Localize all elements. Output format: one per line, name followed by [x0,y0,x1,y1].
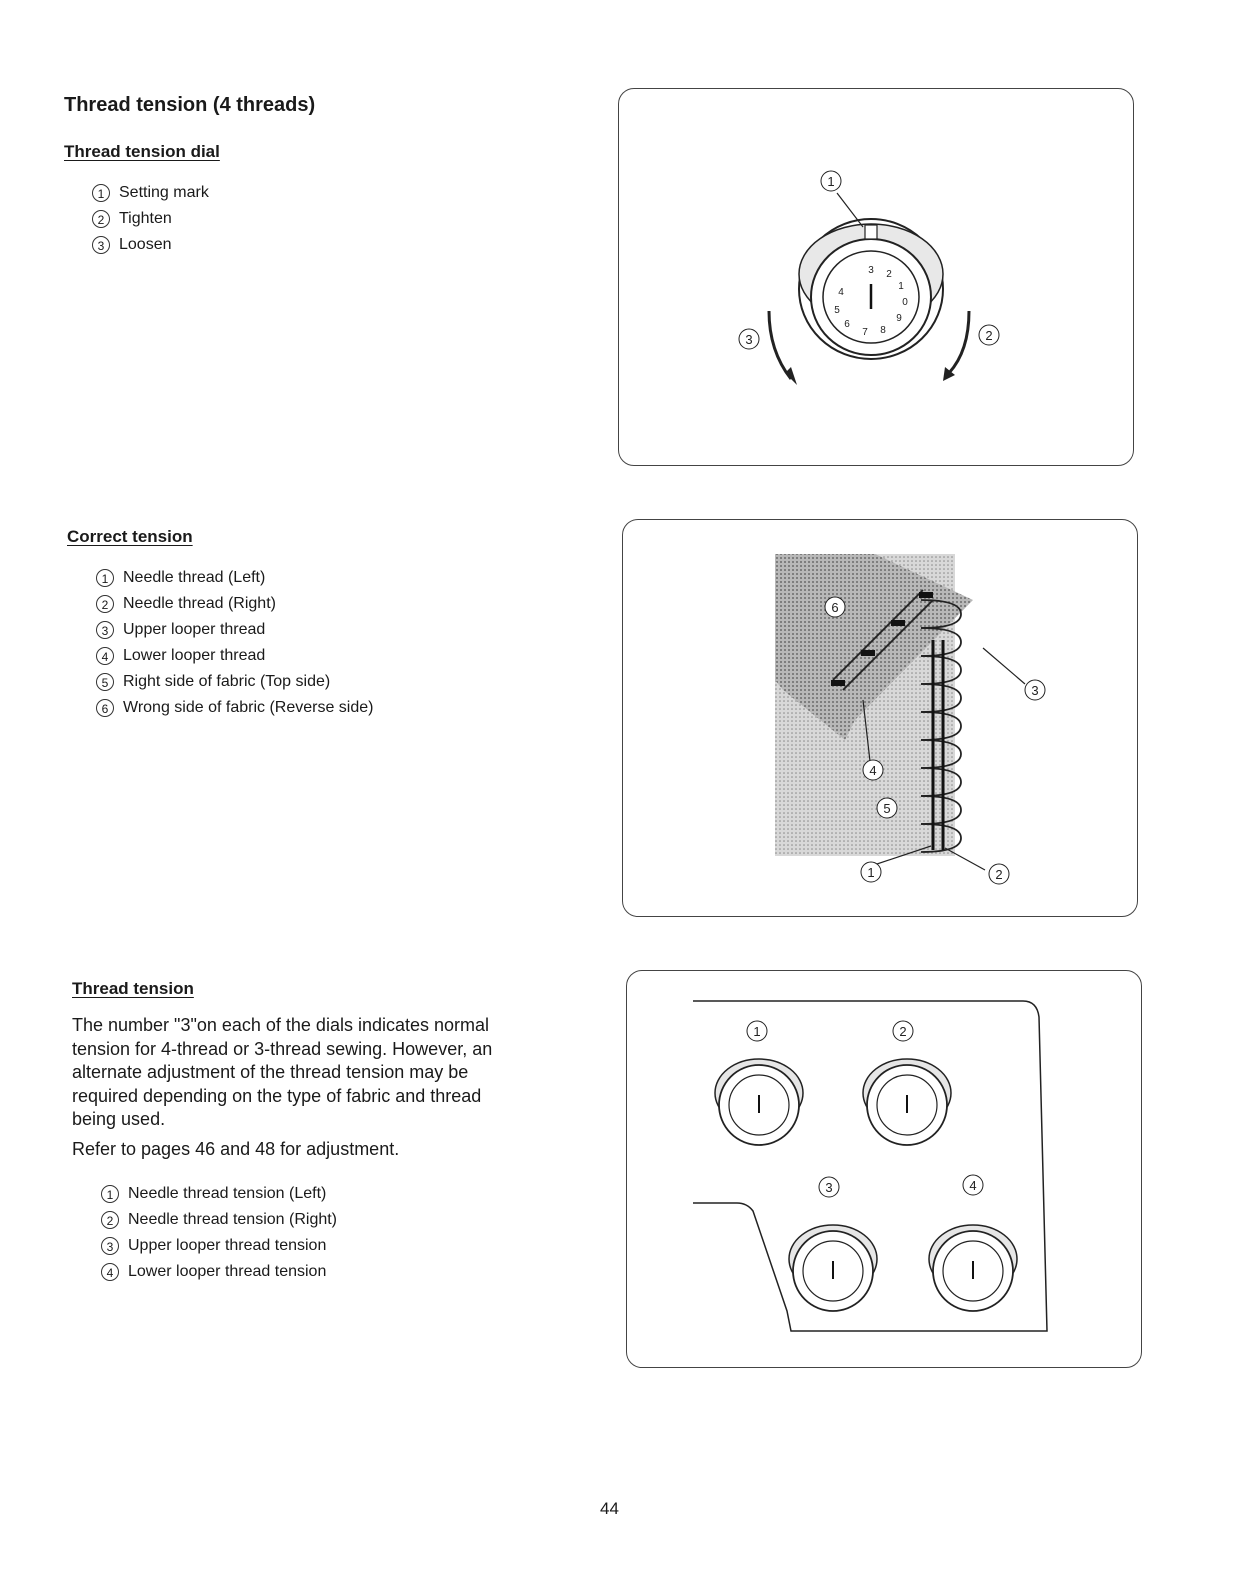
list-item: 1 Setting mark [92,180,209,206]
subtitle-thread-tension: Thread tension [72,979,194,998]
subtitle-tension-dial: Thread tension dial [64,142,220,161]
dial-upper-looper [789,1225,877,1311]
svg-text:1: 1 [898,281,904,292]
svg-text:1: 1 [827,174,835,189]
list-item: 5 Right side of fabric (Top side) [96,669,373,695]
page-title: Thread tension (4 threads) [64,94,316,116]
list-item: 2 Needle thread tension (Right) [101,1207,337,1233]
page-number: 44 [600,1499,619,1518]
svg-text:0: 0 [902,297,908,308]
four-dials-illustration [627,971,1141,1367]
thread-tension-description: The number "3"on each of the dials indicates normal tension for 4-thread or 3-thread sewing. However, an alternate adjustment of the thread tension may be required depending on the type of fabric and thread being used. Refer to pages 46 and 48 for adjustment. [72,1015,493,1159]
correct-tension-legend [96,565,373,721]
figure-tension-dial [618,88,1134,466]
figure-four-dials [626,970,1142,1368]
svg-text:2: 2 [985,328,993,343]
svg-text:3: 3 [825,1180,833,1195]
thread-tension-legend [101,1181,337,1285]
svg-text:9: 9 [896,313,902,324]
list-item: 2 Needle thread (Right) [96,591,373,617]
svg-text:4: 4 [869,763,877,778]
svg-text:2: 2 [899,1024,907,1039]
tighten-arrow-icon [949,311,969,373]
tension-dial-illustration [619,89,1133,465]
svg-text:7: 7 [862,327,868,338]
dial-needle-right [863,1059,951,1145]
svg-text:3: 3 [745,332,753,347]
stitch-illustration [623,520,1137,916]
svg-text:4: 4 [969,1178,977,1193]
svg-text:5: 5 [834,305,840,316]
svg-text:3: 3 [1031,683,1039,698]
list-item: 6 Wrong side of fabric (Reverse side) [96,695,373,721]
svg-text:6: 6 [844,319,850,330]
dial-lower-looper [929,1225,1017,1311]
list-item: 2 Tighten [92,206,209,232]
svg-text:1: 1 [753,1024,761,1039]
svg-text:1: 1 [867,865,875,880]
loosen-arrow-icon [769,311,791,379]
svg-text:2: 2 [995,867,1003,882]
svg-text:8: 8 [880,325,886,336]
svg-text:6: 6 [831,600,839,615]
subtitle-correct-tension: Correct tension [67,527,193,546]
tension-dial-legend [92,180,209,258]
list-item: 1 Needle thread tension (Left) [101,1181,337,1207]
list-item: 3 Upper looper thread [96,617,373,643]
list-item: 4 Lower looper thread [96,643,373,669]
dial-needle-left [715,1059,803,1145]
figure-correct-tension [622,519,1138,917]
list-item: 3 Upper looper thread tension [101,1233,337,1259]
svg-text:4: 4 [838,287,844,298]
list-item: 4 Lower looper thread tension [101,1259,337,1285]
svg-text:5: 5 [883,801,891,816]
svg-text:2: 2 [886,269,892,280]
list-item: 1 Needle thread (Left) [96,565,373,591]
list-item: 3 Loosen [92,232,209,258]
svg-text:3: 3 [868,265,874,276]
